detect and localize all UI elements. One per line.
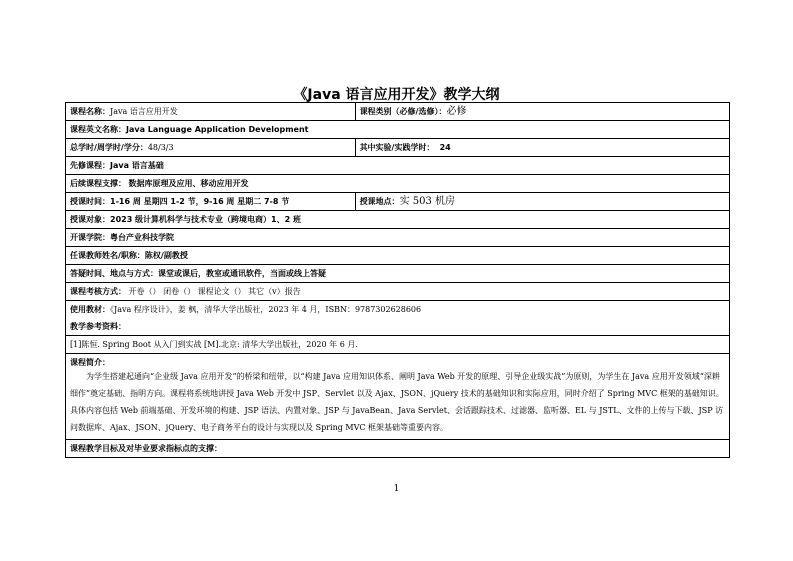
table-row xyxy=(66,103,730,121)
field-label: 开课学院： xyxy=(70,233,110,242)
field-label: 课程英文名称： xyxy=(70,125,126,134)
field-label: 先修课程： xyxy=(70,161,110,170)
english-name-value: Java Language Application Development xyxy=(126,125,309,134)
page-title: 《Java 语言应用开发》教学大纲 xyxy=(293,87,500,103)
intro-label: 课程简介： xyxy=(70,358,110,367)
audience-value: 2023 级计算机科学与技术专业（跨境电商）1、2 班 xyxy=(110,215,301,224)
objectives-label: 课程教学目标及对毕业要求指标点的支撑： xyxy=(70,444,222,453)
table-row xyxy=(66,283,730,301)
time-value: 1-16 周 星期四 1-2 节，9-16 周 星期二 7-8 节 xyxy=(110,197,290,206)
place-value: 实 503 机房 xyxy=(399,196,456,207)
field-label: 授课时间： xyxy=(70,197,110,206)
teacher-cell xyxy=(66,247,730,265)
field-label: 总学时/周学时/学分： xyxy=(70,143,148,152)
qa-cell xyxy=(66,265,730,283)
college-value: 粤台产业科技学院 xyxy=(110,233,174,242)
objectives-cell xyxy=(66,440,730,458)
field-label: 课程考核方式： xyxy=(70,287,126,296)
hours-value: 48/3/3 xyxy=(147,143,174,152)
table-row xyxy=(66,265,730,283)
field-label: 任课教师姓名/职称： xyxy=(70,251,145,260)
qa-value: 课堂或课后，教室或通讯软件，当面或线上答疑 xyxy=(158,269,326,278)
table-row xyxy=(66,440,730,458)
teacher-value: 陈权/副教授 xyxy=(144,251,188,260)
prereq-cell xyxy=(66,157,730,175)
intro-cell xyxy=(66,354,730,440)
table-row xyxy=(66,139,730,157)
table-row xyxy=(66,193,730,211)
field-label: 答疑时间、地点与方式： xyxy=(70,269,158,278)
assessment-cell xyxy=(66,283,730,301)
reference-item: [1]陈恒. Spring Boot 从入门到实战 [M].北京: 清华大学出版社，2020 年 6 月. xyxy=(70,340,358,349)
place-cell xyxy=(355,193,729,211)
field-label: 后续课程支撑： xyxy=(70,179,126,188)
textbook-value: 《Java 程序设计》，姜 枫，清华大学出版社，2023 年 4 月，ISBN：9787302628606 xyxy=(110,305,422,314)
field-label: 使用教材： xyxy=(70,305,110,314)
page-number: 1 xyxy=(393,484,400,494)
followup-cell xyxy=(66,175,730,193)
table-row xyxy=(66,336,730,354)
audience-cell xyxy=(66,211,730,229)
college-cell xyxy=(66,229,730,247)
course-name-value: Java 语言应用开发 xyxy=(110,107,178,116)
table-row xyxy=(66,229,730,247)
assessment-value: 开卷（） 闭卷（） 课程论文（） 其它（v）报告 xyxy=(128,287,301,296)
table-row xyxy=(66,301,730,336)
table-row xyxy=(66,247,730,265)
field-label: 其中实验/实践学时： xyxy=(359,143,435,152)
field-label: 课程类别（必修/选修）： xyxy=(359,107,447,116)
references-cell xyxy=(66,336,730,354)
course-type-value: 必修 xyxy=(446,106,467,117)
followup-value: 数据库原理及应用、移动应用开发 xyxy=(128,179,249,188)
table-row xyxy=(66,121,730,139)
table-row xyxy=(66,211,730,229)
english-name-cell xyxy=(66,121,730,139)
intro-text: 为学生搭建起通向“企业级 Java 应用开发”的桥梁和纽带，以“构建 Java 应用知识体系、阐明 Java Web 开发的原理、引导企业级实战”为原则，为学生在 Java 应用开发领域“深耕细作”奠定基础、指明方向。课程将系统地讲授 Java Web 开发中 JSP、Servlet 以及 Ajax、JSON、jQuery 技术的基础知识和实际应用，同时介绍了 Spring MVC 框架的基础知识。具体内容包括 Web 前端基础、开发环境的构建、JSP 语法、内置对象、JSP 与 JavaBean、Java Servlet、会话跟踪技术、过滤器、监听器、EL 与 JSTL、文件的上传与下载、JSP 访问数据库、Ajax、JSON、jQuery、电子商务平台的设计与实现以及 Spring MVC 框架基础等重要内容。 xyxy=(70,372,724,432)
hours-cell xyxy=(66,139,356,157)
table-row xyxy=(66,354,730,440)
lab-hours-value: 24 xyxy=(439,143,451,152)
course-name-cell xyxy=(66,103,356,121)
syllabus-table xyxy=(65,102,730,458)
time-cell xyxy=(66,193,356,211)
references-label: 教学参考资料： xyxy=(70,322,126,331)
textbook-cell xyxy=(66,301,730,336)
table-row xyxy=(66,157,730,175)
field-label: 授课对象： xyxy=(70,215,110,224)
course-type-cell xyxy=(355,103,729,121)
field-label: 课程名称： xyxy=(70,107,110,116)
table-row xyxy=(66,175,730,193)
prereq-value: Java 语言基础 xyxy=(110,161,164,170)
field-label: 授课地点： xyxy=(359,197,400,206)
lab-hours-cell xyxy=(355,139,729,157)
